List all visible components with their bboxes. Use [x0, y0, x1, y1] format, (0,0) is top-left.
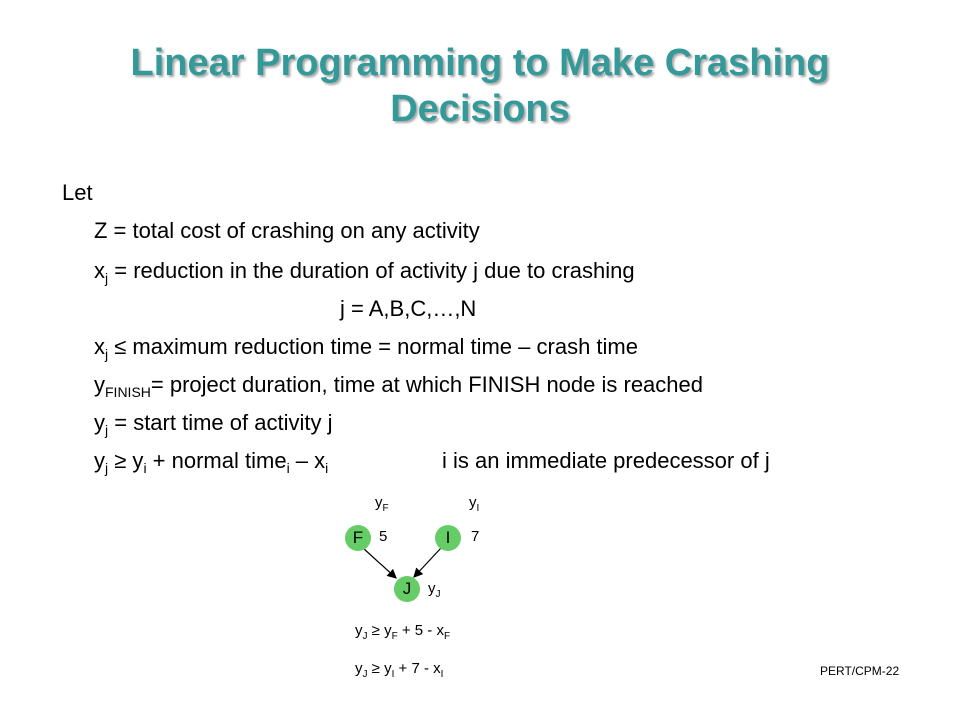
equation-2: $y_J \ge y_I + 7 - x_I$: [355, 660, 444, 680]
z-definition: Z = total cost of crashing on any activity: [94, 218, 480, 243]
precedence-note: i is an immediate predecessor of j: [442, 448, 770, 473]
title-line-2: Decisions: [390, 88, 570, 130]
xj-definition: $x_j$ = reduction in the duration of activity j due to crashing: [94, 258, 635, 286]
node-j: J: [394, 576, 420, 602]
j-range: j = A,B,C,…,N: [340, 296, 477, 321]
xj-max-definition: $x_j$ ≤ maximum reduction time = normal time – crash time: [94, 334, 638, 362]
node-f: F: [345, 525, 371, 551]
label-yI: $y_I$: [469, 494, 480, 514]
label-yJ: $y_J$: [428, 580, 441, 600]
time-f: 5: [379, 528, 388, 545]
equation-1: $y_J \ge y_F + 5 - x_F$: [355, 622, 451, 642]
node-i: I: [435, 525, 461, 551]
precedence-constraint: $y_j \ge y_i$ + normal time$_i$ – $x_i$: [94, 448, 329, 476]
title-line-1: Linear Programming to Make Crashing: [130, 42, 830, 84]
edge-f-to-j: [363, 548, 396, 578]
slide-footer: PERT/CPM-22: [820, 664, 900, 678]
yj-definition: $y_j$ = start time of activity j: [94, 410, 333, 438]
label-yF: $y_F$: [375, 494, 389, 514]
yfinish-definition: $y_{FINISH}=$ project duration, time at which FINISH node is reached: [94, 372, 703, 400]
let-text: Let: [62, 180, 93, 205]
time-i: 7: [471, 528, 480, 545]
edge-i-to-j: [414, 548, 441, 577]
